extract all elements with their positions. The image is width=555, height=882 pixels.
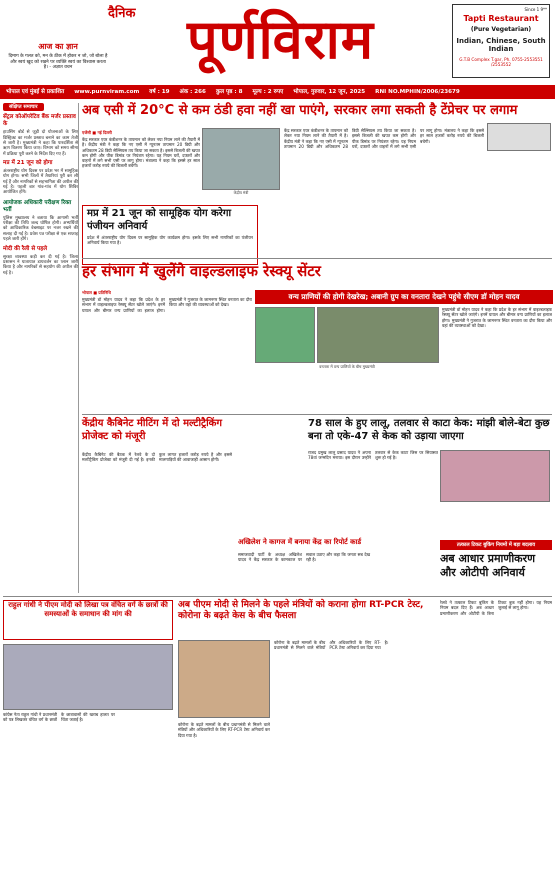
rescue-byline: भोपाल ■ प्रतिनिधि [82, 290, 111, 295]
brief-body: हाउसिंग बोर्ड से जुड़ी दो योजनाओं के लिए डिस्ट्रिक्ट का मर्जर प्रस्ताव बनाने का काम तेजी से जारी है। मुख्यमंत्री ने कहा कि पारदर्शिता से ऋण वितरण किया जाए। विभाग को समय सीमा में प्रक्रिया पूरी करने के निर्देश दिए गए हैं। [3, 130, 78, 157]
advert-sub: (Pure Vegetarian) [470, 26, 532, 33]
edition-pages: कुल पृष्ठ : 8 [215, 88, 243, 95]
thought-text: दिमाग के गलत को, मन के ठीक में होकर न जो, जो बोला है और स्वयं खुद को रखने पर व्यक्ति स्वयं का विश्वास करता है। - अज्ञात वचन [8, 54, 108, 71]
edition-strip [0, 85, 555, 99]
lead-body-cont: केंद्र सरकार एयर कंडीशनर के तापमान को लेकर नया नियम लाने की तैयारी में है। केंद्रीय मंत्री ने कहा कि नए एसी में न्यूनतम तापमान 20 डिग्री और अधिकतम 28 डिग्री सेल्सियस तय किया जा सकता है। इससे बिजली की खपत कम होगी और पीक डिमांड पर नियंत्रण रहेगा। यह नियम घरों, दफ्तरों और वाहनों में लगे सभी एसी पर लागू होगा। मंत्रालय ने कहा कि इससे हर साल हजारों करोड़ रुपये की बिजली बचेगी। [284, 128, 484, 149]
rescue-body: मुख्यमंत्री डॉ मोहन यादव ने कहा कि प्रदेश के हर संभाग में वाइल्डलाइफ रेस्क्यू सेंटर खोले जाएंगे। इनमें घायल और बीमार वन्य प्राणियों का इलाज होगा। मुख्यमंत्री ने गुजरात के जामनगर स्थित वनतारा का दौरा किया और वहां की व्यवस्थाओं को देखा। [82, 297, 252, 313]
akhilesh-headline[interactable]: अखिलेश ने कागज में बनाया केंद्र का रिपोर्ट कार्ड [238, 538, 362, 546]
brief-head[interactable]: आयोजक अधिकारी परीक्षण रिक्त भर्ती [3, 199, 72, 213]
newspaper-logo[interactable] [108, 4, 433, 82]
rtpcr-body-cont: कोरोना के बढ़ते मामलों के बीच प्रधानमंत्री से मिलने वाले मंत्रियों और अधिकारियों के लिए RT-PCR टेस्ट अनिवार्य कर दिया गया है। [178, 722, 270, 738]
rescue-caption: वनतारा में वन्य प्राणियों के बीच मुख्यमंत्री [319, 364, 375, 369]
masthead [0, 0, 555, 85]
cabinet-body: केंद्रीय कैबिनेट की बैठक में रेलवे के दो मल्टीट्रैकिंग प्रोजेक्ट को मंजूरी दी गई है। इनकी कुल लागत हजारों करोड़ रुपये है और इससे मालगाड़ियों की आवाजाही आसान होगी। [82, 452, 232, 463]
edition-city: भोपाल एवं मुंबई से प्रकाशित [6, 88, 65, 95]
rahul-photo [3, 644, 173, 710]
lead-headline[interactable]: अब एसी में 20°C से कम ठंडी हवा नहीं खा पाएंगे, सरकार लगा सकती है टेंप्रेचर पर लगाम [82, 103, 518, 118]
rahul-headline[interactable]: राहुल गांधी ने पीएम मोदी को लिखा पत्र वंचित वर्ग के छात्रों की समस्याओं के समाधान की मांग की [3, 600, 173, 640]
edition-issue: अंक : 266 [179, 88, 206, 95]
brief-body: सुरक्षा व्यवस्था कड़ी कर दी गई है। जिला प्रशासन ने यातायात डायवर्जन का प्लान जारी किया है और नागरिकों से सहयोग की अपील की गई है। [3, 254, 78, 276]
logo-title: पूर्णविराम [186, 7, 375, 71]
divider [3, 596, 552, 597]
rahul-body: कांग्रेस नेता राहुल गांधी ने प्रधानमंत्री को पत्र लिखकर वंचित वर्ग के छात्रों के छात्रावासों की खराब हालत पर चिंता जताई है। [3, 712, 115, 723]
yoga-box-story[interactable] [82, 205, 258, 265]
rescue-center-headline[interactable]: हर संभाग में खुलेंगे वाइल्डलाइफ रेस्क्यू सेंटर [82, 262, 321, 280]
thought-box [8, 42, 108, 71]
lalu-photo [440, 450, 550, 502]
lalu-headline[interactable]: 78 साल के हुए लालू, तलवार से काटा केक: मांझी बोले-बेटा कुछ बना तो एके-47 से केक को उड़ाया जाएगा [308, 418, 550, 442]
lead-byline: एजेंसी ■ नई दिल्ली [82, 130, 112, 135]
edition-price: मूल्य : 2 रुपए [252, 88, 284, 95]
cabinet-headline[interactable]: केंद्रीय कैबिनेट मीटिंग में दो मल्टीट्रैकिंग प्रोजेक्ट को मंजूरी [82, 418, 222, 442]
brief-head[interactable]: सेंट्रल कोऑपरेटिव बैंक मर्जर प्रस्ताव के [3, 114, 76, 128]
divider [82, 258, 552, 259]
akhilesh-body: समाजवादी पार्टी के अध्यक्ष अखिलेश यादव ने केंद्र सरकार के कामकाज पर सवाल उठाए और कहा कि जनता सब देख रही है। [238, 552, 370, 563]
edition-date: भोपाल, गुरुवार, 12 जून, 2025 [293, 88, 366, 95]
thought-title: आज का ज्ञान [38, 42, 78, 51]
advert-name: Tapti Restaurant [463, 14, 539, 23]
brief-body: अंतरराष्ट्रीय योग दिवस पर प्रदेश भर में सामूहिक योग होगा। सभी जिलों में तैयारियां पूरी कर ली गई हैं और नागरिकों से सहभागिता की अपील की गई है। पहली बार गांव-गांव में योग शिविर आयोजित होंगे। [3, 169, 78, 196]
advert-box[interactable] [452, 4, 550, 78]
rtpcr-headline[interactable]: अब पीएम मोदी से मिलने के पहले मंत्रियों को कराना होगा RT-PCR टेस्ट, कोरोना के बढ़ते केस के बीच फैसला [178, 600, 424, 622]
rescue-photo-2 [317, 307, 439, 363]
tatkal-body: रेलवे ने तत्काल टिकट बुकिंग के नियम बदल दिए हैं। अब आधार प्रमाणीकरण और ओटीपी के बिना टिकट बुक नहीं होगा। यह नियम जुलाई से लागू होगा। [440, 600, 552, 616]
logo-pretitle: दैनिक [108, 6, 136, 21]
rtpcr-photo [178, 640, 270, 718]
lead-photo [202, 128, 280, 190]
advert-address: G.T.B Complex T.gar, Ph. 0755-2553551 /2553552 [459, 57, 543, 68]
lead-body: केंद्र सरकार एयर कंडीशनर के तापमान को लेकर नया नियम लाने की तैयारी में है। केंद्रीय मंत्री ने कहा कि नए एसी में न्यूनतम तापमान 20 डिग्री और अधिकतम 28 डिग्री सेल्सियस तय किया जा सकता है। इससे बिजली की खपत कम होगी और पीक डिमांड पर नियंत्रण रहेगा। यह नियम घरों, दफ्तरों और वाहनों में लगे सभी एसी पर लागू होगा। मंत्रालय ने कहा कि इससे हर साल हजारों करोड़ रुपये की बिजली बचेगी। [82, 137, 200, 169]
brief-head[interactable]: मप्र में 21 जून को होगा [3, 160, 53, 167]
edition-year: वर्ष : 19 [149, 88, 170, 95]
edition-site-link[interactable]: www.purnviram.com [74, 88, 140, 95]
rescue-center-subhead: वन्य प्राणियों की होगी देखरेख; अबानी ग्रुप का वनतारा देखने पहुंचे सीएम डॉ मोहन यादव [255, 290, 553, 304]
lalu-body: राजद प्रमुख लालू प्रसाद यादव ने अपना 78वां जन्मदिन मनाया। इस दौरान उन्होंने तलवार से केक काटा जिस पर सियासत शुरू हो गई है। [308, 450, 438, 461]
tatkal-headline[interactable]: अब आधार प्रमाणीकरण और ओटीपी अनिवार्य [440, 552, 536, 579]
rescue-body-cont: मुख्यमंत्री डॉ मोहन यादव ने कहा कि प्रदेश के हर संभाग में वाइल्डलाइफ रेस्क्यू सेंटर खोले जाएंगे। इनमें घायल और बीमार वन्य प्राणियों का इलाज होगा। मुख्यमंत्री ने गुजरात के जामनगर स्थित वनतारा का दौरा किया और वहां की व्यवस्थाओं को देखा। [442, 307, 552, 328]
brief-news-tag: संक्षिप्त समाचार [3, 103, 44, 111]
yoga-body: प्रदेश में अंतरराष्ट्रीय योग दिवस पर सामूहिक योग कार्यक्रम होगा। इसके लिए सभी नागरिकों का पंजीयन अनिवार्य किया गया है। [87, 235, 253, 246]
tatkal-tag: तत्काल टिकट बुकिंग नियमों में बड़ा बदलाव [440, 540, 552, 550]
lead-photo-caption: केंद्रीय मंत्री [233, 190, 249, 195]
brief-head[interactable]: मोदी की रैली से पहले [3, 245, 47, 252]
advert-cuisine: Indian, Chinese, South Indian [456, 36, 546, 54]
brief-body: पुलिस मुख्यालय ने बताया कि आगामी भर्ती परीक्षा की तिथि जल्द घोषित होगी। अभ्यर्थियों को आधिकारिक वेबसाइट पर नजर रखने की सलाह दी गई है। प्रवेश पत्र परीक्षा से एक सप्ताह पहले जारी होंगे। [3, 215, 78, 243]
divider [82, 414, 552, 415]
yoga-headline: मप्र में 21 जून को सामूहिक योग करेगा पंजीयन अनिवार्य [87, 208, 232, 232]
brief-news-column [3, 103, 79, 593]
edition-rni: RNI NO.MPHIN/2006/23679 [375, 88, 460, 95]
rtpcr-body: कोरोना के बढ़ते मामलों के बीच प्रधानमंत्री से मिलने वाले मंत्रियों और अधिकारियों के लिए RT-PCR टेस्ट अनिवार्य कर दिया गया है। [274, 640, 389, 651]
ac-photo [487, 123, 551, 151]
advert-since: Since 1 9** [524, 7, 547, 12]
rescue-photo-1 [255, 307, 315, 363]
